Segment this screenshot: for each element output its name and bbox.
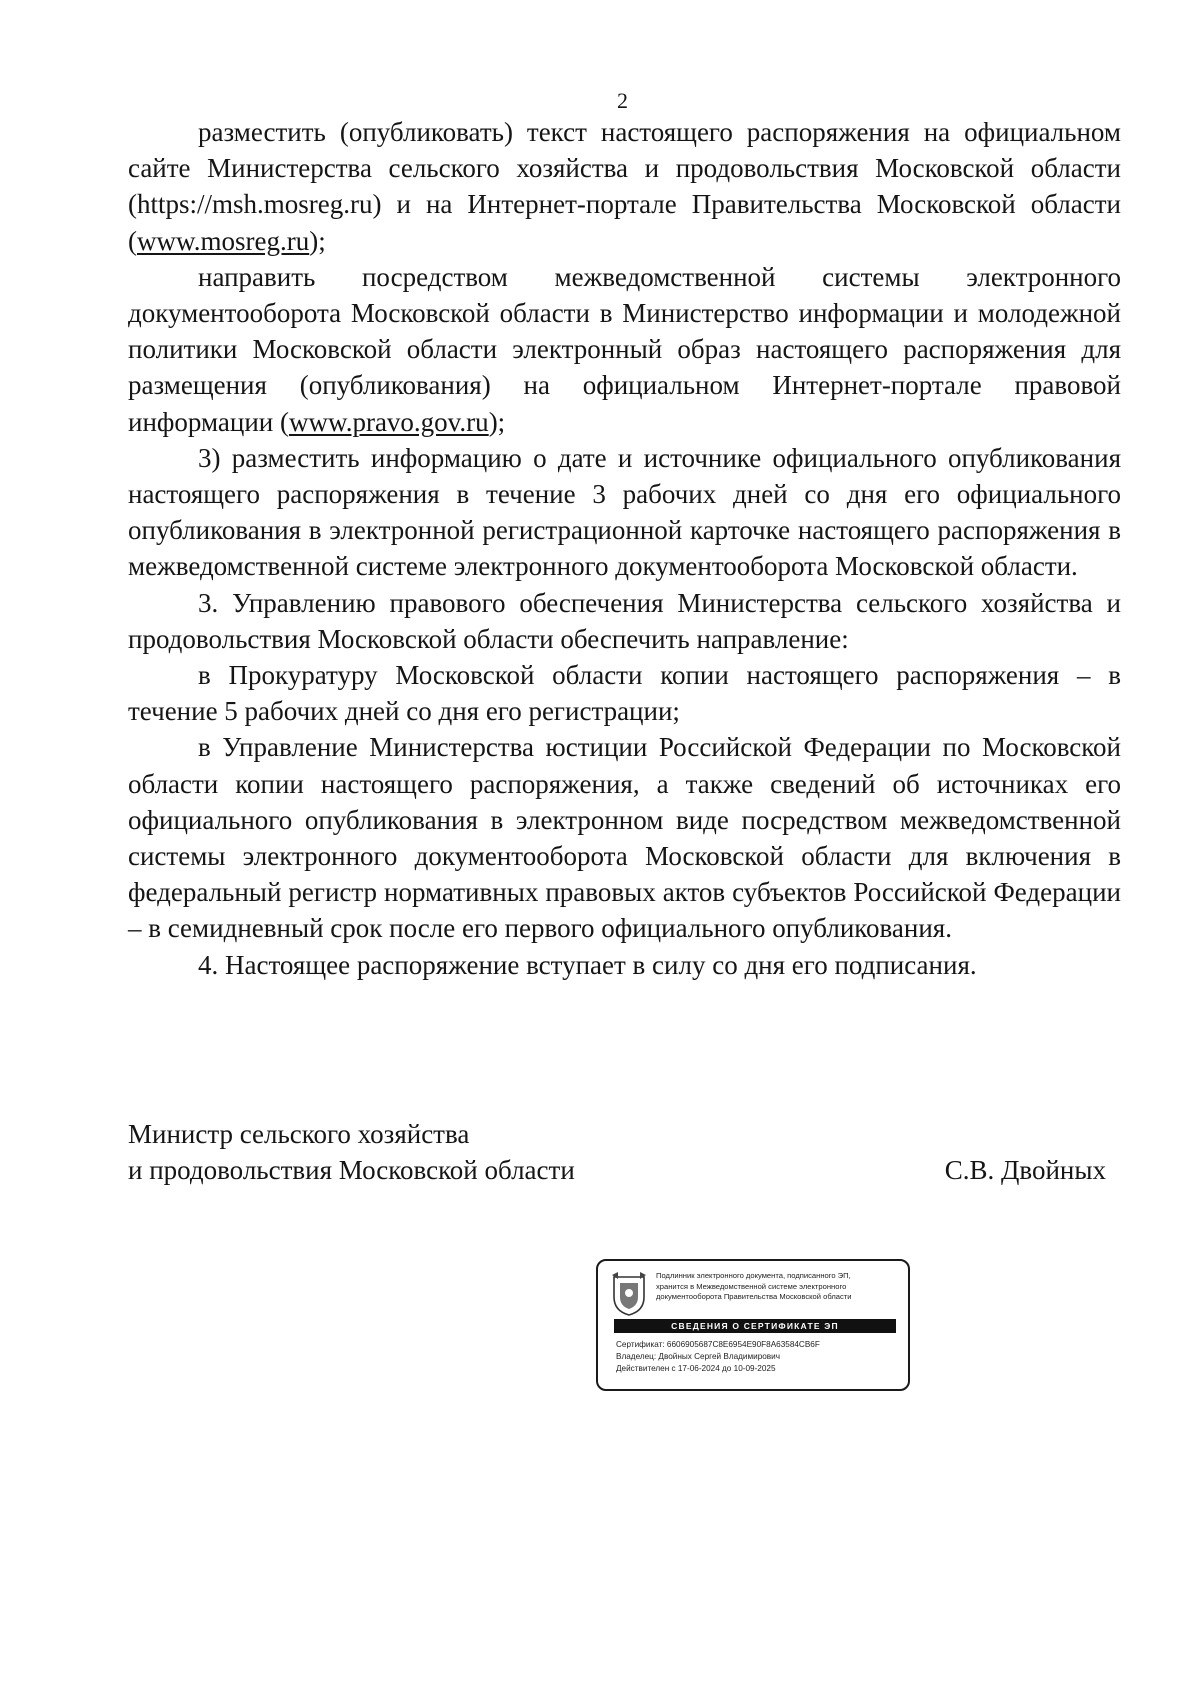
signatory-name: С.В. Двойных xyxy=(944,1155,1106,1185)
electronic-signature-stamp xyxy=(596,1259,910,1391)
certificate-number: Сертификат: 6606905687C8E6954E90F8A63584CB6F xyxy=(616,1340,820,1349)
certificate-validity: Действителен с 17-06-2024 до 10-09-2025 xyxy=(616,1364,776,1374)
document-body xyxy=(128,114,1121,983)
paragraph-send-pravo xyxy=(128,259,1121,440)
stamp-notice xyxy=(656,1271,902,1303)
stamp-details xyxy=(616,1339,906,1376)
paragraph-ministry-justice: в Управление Министерства юстиции Российской Федерации по Московской области копии настоящего распоряжения, а также сведений об источниках его официального опубликования в электронном виде посредством межведомственной системы электронного документооборота Московской области для включения в федеральный регистр нормативных правовых актов субъектов Российской Федерации – в семидневный срок после его первого официального опубликования. xyxy=(128,732,1121,944)
stamp-header: СВЕДЕНИЯ О СЕРТИФИКАТЕ ЭП xyxy=(614,1319,896,1333)
paragraph-entry-into-force: 4. Настоящее распоряжение вступает в силу со дня его подписания. xyxy=(198,949,977,980)
coat-of-arms-icon xyxy=(610,1271,648,1317)
stamp-notice-line: хранится в Межведомственной системе электронного xyxy=(656,1281,847,1291)
paragraph-text: разместить (опубликовать) текст настоящего распоряжения на официальном сайте Министерства сельского хозяйства и продовольствия Московской области (https://msh.mosreg.ru) и на Интернет-портале Правительства Московской области ( xyxy=(128,117,1121,256)
paragraph-prosecutor: в Прокуратуру Московской области копии настоящего распоряжения – в течение 5 рабочих дней со дня его регистрации; xyxy=(128,660,1121,727)
signature-block xyxy=(128,1116,1106,1188)
paragraph-text-end: ); xyxy=(488,406,506,437)
page-number: 2 xyxy=(617,88,628,113)
pravo-link[interactable]: www.pravo.gov.ru xyxy=(288,406,489,437)
certificate-owner: Владелец: Двойных Сергей Владимирович xyxy=(616,1352,780,1362)
paragraph-publication-info: 3) разместить информацию о дате и источнике официального опубликования настоящего распоряжения в течение 3 рабочих дней со дня его официального опубликования в электронной регистрационной карточке настоящего распоряжения в межведомственной системе электронного документооборота Московской области. xyxy=(128,442,1121,582)
paragraph-legal-department: 3. Управлению правового обеспечения Министерства сельского хозяйства и продовольствия Московской области обеспечить направление: xyxy=(128,587,1121,654)
signatory-title-line-2: и продовольствия Московской области xyxy=(128,1155,575,1185)
stamp-notice-line: Подлинник электронного документа, подписанного ЭП, xyxy=(656,1271,851,1280)
mosreg-link[interactable]: www.mosreg.ru xyxy=(137,225,310,256)
paragraph-text: направить посредством межведомственной системы электронного документооборота Московской области в Министерство информации и молодежной политики Московской области электронный образ настоящего распоряжения для размещения (опубликования) на официальном Интернет-портале правовой информации ( xyxy=(128,261,1121,437)
paragraph-text-end: ); xyxy=(309,225,326,256)
signatory-title-line-1: Министр сельского хозяйства xyxy=(128,1119,470,1149)
paragraph-publish-websites xyxy=(128,114,1121,259)
stamp-notice-line: документооборота Правительства Московской области xyxy=(656,1292,852,1302)
